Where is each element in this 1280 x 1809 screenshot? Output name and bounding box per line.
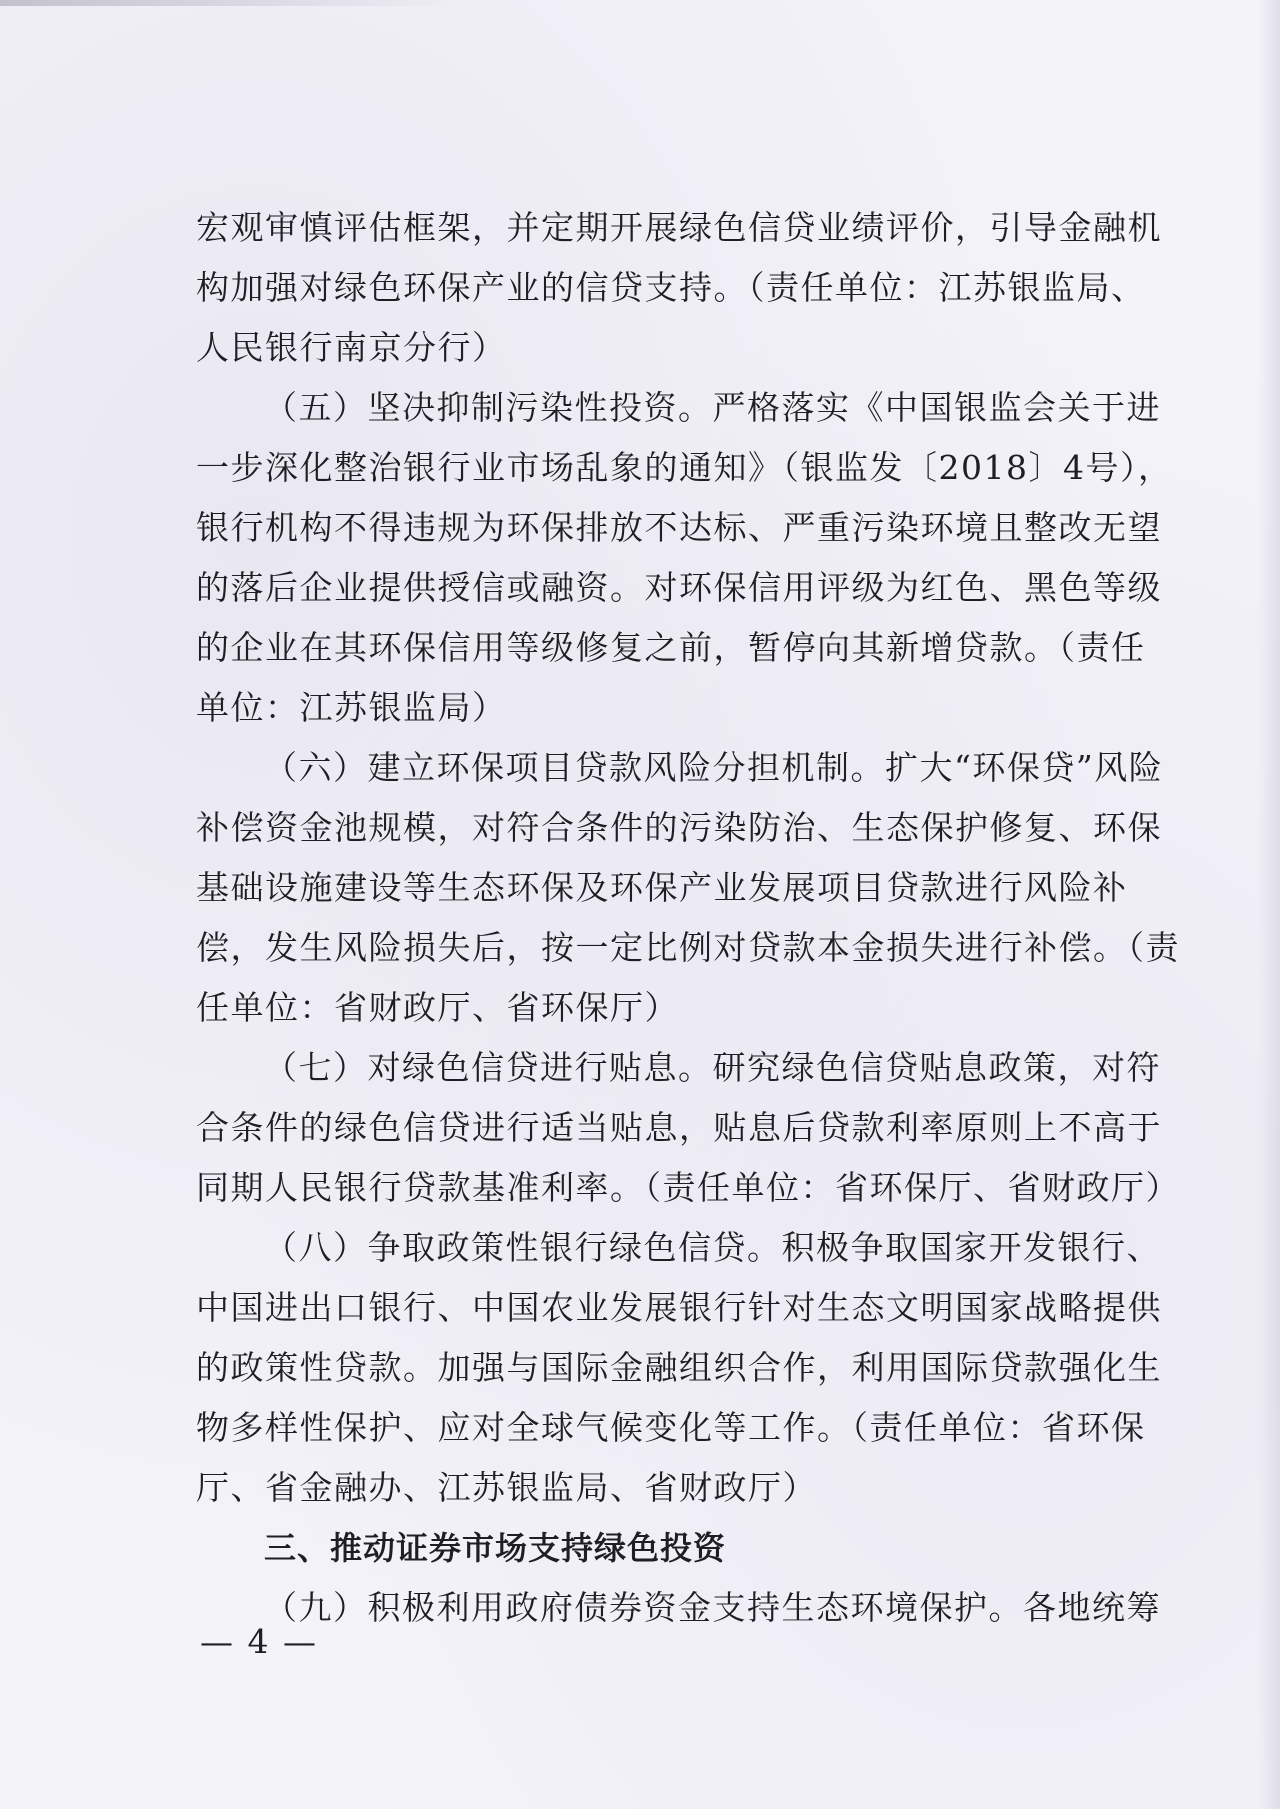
text-line: 构加强对绿色环保产业的信贷支持。（责任单位：江苏银监局、: [196, 268, 1146, 307]
text-line: 任单位：省财政厅、省环保厅）: [196, 988, 679, 1027]
text-line: 合条件的绿色信贷进行适当贴息，贴息后贷款利率原则上不高于: [196, 1108, 1162, 1147]
document-body: [196, 198, 1180, 1638]
text-line: 同期人民银行贷款基准利率。（责任单位：省环保厅、省财政厅）: [196, 1168, 1180, 1207]
text-line: 的企业在其环保信用等级修复之前，暂停向其新增贷款。（责任: [196, 628, 1146, 667]
text-line: （九）积极利用政府债券资金支持生态环境保护。各地统筹: [264, 1588, 1161, 1627]
text-line: 偿，发生风险损失后，按一定比例对贷款本金损失进行补偿。（责: [196, 928, 1180, 967]
text-line: 基础设施建设等生态环保及环保产业发展项目贷款进行风险补: [196, 868, 1128, 907]
text-line: 一步深化整治银行业市场乱象的通知》（银监发〔2018〕4号），: [196, 448, 1173, 487]
paragraph-item-5: [196, 378, 1173, 738]
text-line: 银行机构不得违规为环保排放不达标、严重污染环境且整改无望: [196, 508, 1162, 547]
paragraph-item-6: [196, 738, 1180, 1038]
section-heading: 三、推动证券市场支持绿色投资: [264, 1529, 727, 1567]
text-line: 补偿资金池规模，对符合条件的污染防治、生态保护修复、环保: [196, 808, 1162, 847]
text-line: 中国进出口银行、中国农业发展银行针对生态文明国家战略提供: [196, 1288, 1162, 1327]
text-line: 单位：江苏银监局）: [196, 688, 507, 727]
text-line: 物多样性保护、应对全球气候变化等工作。（责任单位：省环保: [196, 1408, 1146, 1447]
text-line: （六）建立环保项目贷款风险分担机制。扩大“环保贷”风险: [264, 748, 1164, 787]
text-line: 宏观审慎评估框架，并定期开展绿色信贷业绩评价，引导金融机: [196, 208, 1162, 247]
text-line: 的落后企业提供授信或融资。对环保信用评级为红色、黑色等级: [196, 568, 1162, 607]
paragraph-item-8: [196, 1218, 1162, 1518]
paragraph-item-7: [196, 1038, 1180, 1218]
scan-edge-shadow: [0, 0, 460, 6]
paragraph-item-9: [196, 1578, 1161, 1638]
text-line: （八）争取政策性银行绿色信贷。积极争取国家开发银行、: [264, 1228, 1161, 1267]
text-line: （五）坚决抑制污染性投资。严格落实《中国银监会关于进: [264, 388, 1161, 427]
page-number: — 4 —: [200, 1622, 318, 1661]
paragraph-continuation: [196, 198, 1162, 378]
text-line: 的政策性贷款。加强与国际金融组织合作，利用国际贷款强化生: [196, 1348, 1162, 1387]
scan-edge-shadow-right: [1258, 0, 1280, 1809]
text-line: （七）对绿色信贷进行贴息。研究绿色信贷贴息政策，对符: [264, 1048, 1161, 1087]
text-line: 人民银行南京分行）: [196, 328, 507, 367]
text-line: 厅、省金融办、江苏银监局、省财政厅）: [196, 1468, 817, 1507]
